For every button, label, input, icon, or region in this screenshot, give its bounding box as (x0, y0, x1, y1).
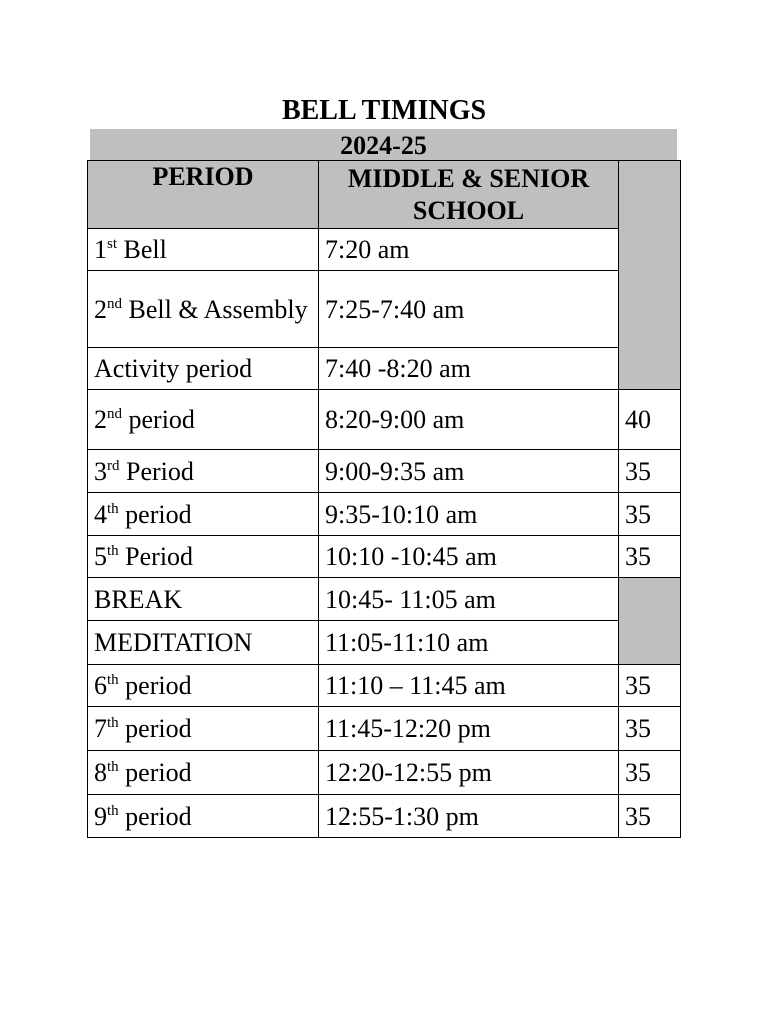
minutes-cell: 35 (619, 536, 681, 578)
period-cell: MEDITATION (88, 621, 319, 665)
table-row (88, 348, 681, 390)
table-row (88, 621, 681, 665)
time-cell: 7:20 am (319, 229, 619, 271)
header-middle-senior-school: MIDDLE & SENIOR SCHOOL (319, 161, 619, 229)
table-row (88, 751, 681, 795)
period-cell: 3rd Period (88, 450, 319, 493)
minutes-cell: 35 (619, 665, 681, 707)
time-cell: 11:05-11:10 am (319, 621, 619, 665)
time-cell: 7:25-7:40 am (319, 271, 619, 348)
period-cell: 5th Period (88, 536, 319, 578)
time-cell: 7:40 -8:20 am (319, 348, 619, 390)
shaded-cell (619, 578, 681, 665)
period-cell: 6th period (88, 665, 319, 707)
shaded-cell (619, 161, 681, 390)
minutes-cell: 35 (619, 707, 681, 751)
table-header-row (88, 161, 681, 229)
period-cell: 2nd period (88, 390, 319, 450)
minutes-cell: 35 (619, 450, 681, 493)
time-cell: 8:20-9:00 am (319, 390, 619, 450)
minutes-cell: 35 (619, 493, 681, 536)
time-cell: 11:45-12:20 pm (319, 707, 619, 751)
time-cell: 9:35-10:10 am (319, 493, 619, 536)
period-cell: 8th period (88, 751, 319, 795)
academic-year-banner: 2024-25 (90, 129, 677, 160)
table-row (88, 578, 681, 621)
table-row (88, 390, 681, 450)
table-row (88, 450, 681, 493)
period-cell: 7th period (88, 707, 319, 751)
time-cell: 10:10 -10:45 am (319, 536, 619, 578)
time-cell: 9:00-9:35 am (319, 450, 619, 493)
table-row (88, 229, 681, 271)
table-row (88, 707, 681, 751)
time-cell: 10:45- 11:05 am (319, 578, 619, 621)
period-cell: 4th period (88, 493, 319, 536)
table-row (88, 795, 681, 838)
minutes-cell: 35 (619, 795, 681, 838)
header-period: PERIOD (88, 161, 319, 229)
period-cell: BREAK (88, 578, 319, 621)
table-row (88, 271, 681, 348)
minutes-cell: 35 (619, 751, 681, 795)
table-row (88, 665, 681, 707)
bell-timings-table (87, 160, 681, 838)
period-cell: 1st Bell (88, 229, 319, 271)
time-cell: 12:55-1:30 pm (319, 795, 619, 838)
document-title: BELL TIMINGS (281, 95, 487, 126)
period-cell: Activity period (88, 348, 319, 390)
time-cell: 12:20-12:55 pm (319, 751, 619, 795)
time-cell: 11:10 – 11:45 am (319, 665, 619, 707)
minutes-cell: 40 (619, 390, 681, 450)
period-cell: 9th period (88, 795, 319, 838)
table-row (88, 536, 681, 578)
period-cell: 2nd Bell & Assembly (88, 271, 319, 348)
table-row (88, 493, 681, 536)
